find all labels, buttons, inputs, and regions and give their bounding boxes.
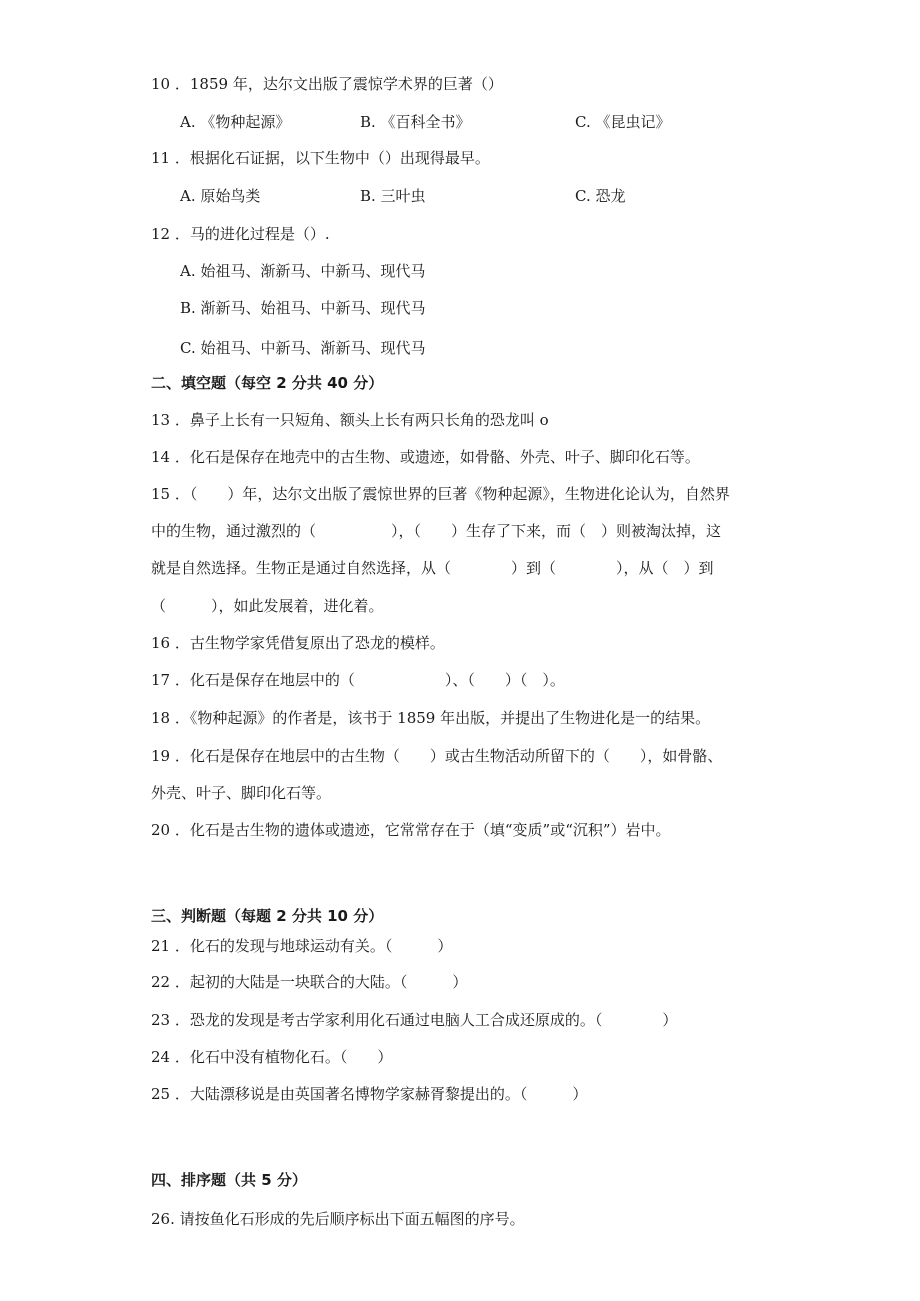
- question-stem: ．根据化石证据，以下生物中（）出现得最早。: [174, 149, 490, 167]
- question-number: 22: [151, 973, 171, 991]
- question-number: 16: [151, 634, 171, 652]
- question-text: ．鼻子上长有一只短角、额头上长有两只长角的恐龙叫 o: [174, 411, 549, 429]
- question-text: ．化石中没有植物化石。（ ）: [174, 1048, 393, 1066]
- q12-option-c[interactable]: C. 始祖马、中新马、渐新马、现代马: [180, 339, 426, 357]
- question-18: [151, 708, 710, 728]
- question-number: 19: [151, 747, 171, 765]
- question-number: 15: [151, 485, 171, 503]
- section-heading-ordering: 四、排序题（共 5 分）: [151, 1171, 307, 1189]
- question-number: 13: [151, 411, 171, 429]
- question-text: ．《物种起源》的作者是，该书于 1859 年出版，并提出了生物进化是一的结果。: [174, 709, 711, 727]
- q10-option-a[interactable]: A. 《物种起源》: [180, 113, 291, 131]
- question-number: 24: [151, 1048, 171, 1066]
- question-12: [151, 224, 330, 244]
- question-text: ．化石是保存在地层中的（ ）、（ ）（ ）。: [174, 671, 565, 689]
- q12-option-a[interactable]: A. 始祖马、渐新马、中新马、现代马: [180, 262, 426, 280]
- question-13: [151, 410, 549, 430]
- question-stem: ．1859 年，达尔文出版了震惊学术界的巨著（）: [174, 75, 503, 93]
- question-text: ．恐龙的发现是考古学家利用化石通过电脑人工合成还原成的。（ ）: [174, 1011, 678, 1029]
- question-number: 17: [151, 671, 171, 689]
- question-19: [151, 746, 722, 766]
- q11-option-c[interactable]: C. 恐龙: [575, 187, 626, 205]
- q11-option-a[interactable]: A. 原始鸟类: [180, 187, 261, 205]
- question-24: [151, 1047, 392, 1067]
- q10-option-b[interactable]: B. 《百科全书》: [360, 113, 471, 131]
- question-number: 14: [151, 448, 171, 466]
- question-number: 12: [151, 225, 171, 243]
- question-text: ．化石的发现与地球运动有关。（ ）: [174, 937, 453, 955]
- question-number: 11: [151, 149, 171, 167]
- question-stem: ．马的进化过程是（）.: [174, 225, 330, 243]
- question-text-line-1: ．化石是保存在地层中的古生物（ ）或古生物活动所留下的（ ），如骨骼、: [174, 747, 723, 765]
- question-text-line-1: ．（ ）年，达尔文出版了震惊世界的巨著《物种起源》，生物进化论认为，自然界: [174, 485, 730, 503]
- question-number: 20: [151, 821, 171, 839]
- question-15-line-4: （ ），如此发展着，进化着。: [151, 597, 384, 615]
- question-22: [151, 972, 467, 992]
- question-23: [151, 1010, 677, 1030]
- question-number: 23: [151, 1011, 171, 1029]
- question-number: 21: [151, 937, 171, 955]
- question-19-line-2: 外壳、叶子、脚印化石等。: [151, 784, 332, 802]
- question-11: [151, 148, 490, 168]
- q10-option-c[interactable]: C. 《昆虫记》: [575, 113, 671, 131]
- section-heading-fill-blank: 二、填空题（每空 2 分共 40 分）: [151, 374, 384, 392]
- question-text: ．大陆漂移说是由英国著名博物学家赫胥黎提出的。（ ）: [174, 1085, 588, 1103]
- question-text: ．起初的大陆是一块联合的大陆。（ ）: [174, 973, 468, 991]
- question-17: [151, 670, 565, 690]
- question-15-line-2: 中的生物，通过激烈的（ ），（ ）生存了下来，而（ ）则被淘汰掉，这: [151, 522, 722, 540]
- question-text: ．化石是古生物的遗体或遗迹，它常常存在于（填“变质”或“沉积”）岩中。: [174, 821, 671, 839]
- question-number: 18: [151, 709, 171, 727]
- question-text: ．化石是保存在地壳中的古生物、或遗迹，如骨骼、外壳、叶子、脚印化石等。: [174, 448, 700, 466]
- question-10: [151, 74, 503, 94]
- q11-option-b[interactable]: B. 三叶虫: [360, 187, 426, 205]
- section-heading-true-false: 三、判断题（每题 2 分共 10 分）: [151, 907, 384, 925]
- question-text: ．古生物学家凭借复原出了恐龙的模样。: [174, 634, 445, 652]
- question-number: 25: [151, 1085, 171, 1103]
- question-15-line-3: 就是自然选择。生物正是通过自然选择，从（ ）到（ ），从（ ）到: [151, 559, 714, 577]
- question-25: [151, 1084, 587, 1104]
- question-14: [151, 447, 700, 467]
- question-21: [151, 936, 452, 956]
- question-number: 10: [151, 75, 171, 93]
- question-20: [151, 820, 671, 840]
- question-26: 26. 请按鱼化石形成的先后顺序标出下面五幅图的序号。: [151, 1210, 525, 1228]
- question-15: [151, 484, 730, 504]
- question-16: [151, 633, 445, 653]
- q12-option-b[interactable]: B. 渐新马、始祖马、中新马、现代马: [180, 299, 426, 317]
